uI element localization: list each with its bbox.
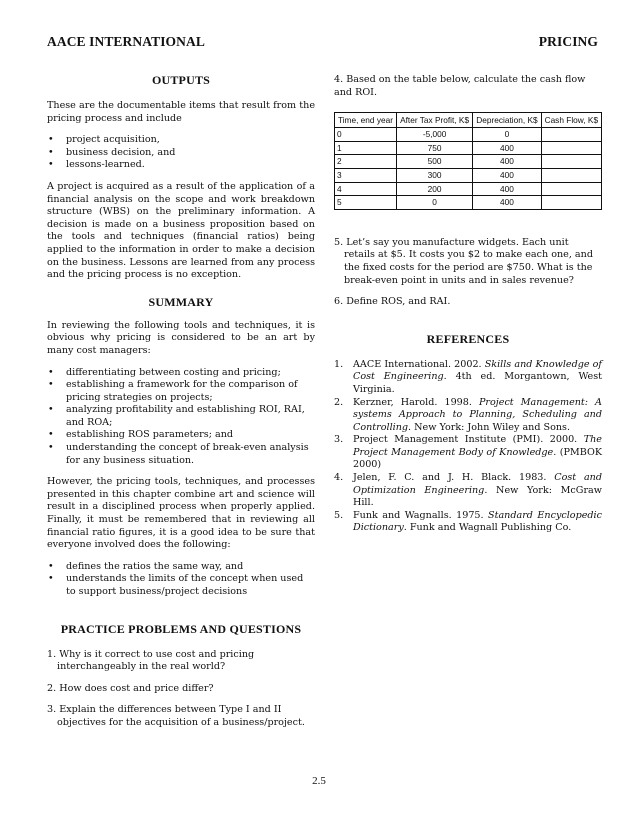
list-item: • understands the limits of the concept when used to support business/project decisions bbox=[47, 573, 315, 598]
table-cell: 1 bbox=[335, 141, 397, 155]
table-row bbox=[335, 168, 602, 182]
table-cell: 0 bbox=[335, 128, 397, 142]
table-row bbox=[335, 128, 602, 142]
question-5: 5. Let’s say you manufacture widgets. Each unit retails at $5. It costs you $2 to make each one, and the fixed costs for the period are $750. What is the break-even point in units and in sales revenue? bbox=[334, 236, 593, 286]
question-3: 3. Explain the differences between Type I and II objectives for the acquisition of a business/project. bbox=[47, 704, 305, 728]
summary-paragraph: However, the pricing tools, techniques, and processes presented in this chapter combine art and science will result in a disciplined process when properly applied. Finally, it must be remembered that in reviewing all financial ratio figures, it is a good idea to be sure that everyone involved does the following: bbox=[47, 476, 315, 551]
reference-publisher: (PMBOK 2000) bbox=[353, 446, 602, 471]
column-header: Time, end year bbox=[335, 113, 397, 128]
table-row bbox=[335, 196, 602, 210]
reference-number: 1. bbox=[334, 358, 344, 370]
table-cell bbox=[541, 168, 601, 182]
list-item: • lessons-learned. bbox=[47, 159, 315, 172]
table-cell: 5 bbox=[335, 196, 397, 210]
outputs-intro: These are the documentable items that result from the pricing process and include bbox=[47, 100, 315, 124]
question-4: 4. Based on the table below, calculate the cash flow and ROI. bbox=[334, 74, 586, 98]
table-cell: -5,000 bbox=[396, 128, 472, 142]
cash-flow-table bbox=[334, 112, 602, 210]
reference-item bbox=[334, 397, 602, 435]
outputs-heading: OUTPUTS bbox=[151, 73, 211, 87]
list-item: • establishing a framework for the comparison of pricing strategies on projects; bbox=[47, 379, 315, 404]
table-cell: 400 bbox=[473, 141, 541, 155]
list-item: • business decision, and bbox=[47, 147, 315, 160]
reference-author: AACE International. 2002. bbox=[353, 358, 485, 370]
table-row bbox=[335, 182, 602, 196]
running-header-left: AACE INTERNATIONAL bbox=[47, 34, 205, 49]
reference-publisher: . 4th ed. Morgantown, West Virginia. bbox=[353, 371, 602, 395]
references-list bbox=[334, 359, 602, 535]
list-item: • differentiating between costing and pricing; bbox=[47, 367, 315, 380]
reference-publisher: . Funk and Wagnall Publishing Co. bbox=[403, 522, 572, 534]
table-cell: 300 bbox=[396, 168, 472, 182]
reference-item bbox=[334, 434, 602, 472]
table-cell: 200 bbox=[396, 182, 472, 196]
list-item: • project acquisition, bbox=[47, 134, 315, 147]
reference-item bbox=[334, 359, 602, 397]
practice-heading: PRACTICE PROBLEMS AND QUESTIONS bbox=[60, 621, 302, 636]
table-cell: 2 bbox=[335, 155, 397, 169]
reference-publisher: New York: John Wiley and Sons. bbox=[411, 421, 571, 433]
list-item: • defines the ratios the same way, and bbox=[47, 561, 315, 574]
table-cell: 4 bbox=[335, 182, 397, 196]
reference-title: Skills and Knowledge of Cost Engineering bbox=[353, 358, 602, 383]
reference-number: 2. bbox=[334, 396, 344, 408]
table-header-row bbox=[335, 113, 602, 128]
table-cell: 500 bbox=[396, 155, 472, 169]
reference-title: Cost and Optimization Engineering bbox=[353, 472, 602, 496]
summary-list bbox=[47, 367, 315, 468]
running-header-right: PRICING bbox=[538, 34, 598, 49]
outputs-list bbox=[47, 134, 315, 172]
references-heading: REFERENCES bbox=[426, 331, 510, 346]
table-cell: 750 bbox=[396, 141, 472, 155]
list-item: • understanding the concept of break-even analysis for any business situation. bbox=[47, 442, 315, 467]
reference-title: The Project Management Body of Knowledge. bbox=[353, 434, 602, 458]
question-2: 2. How does cost and price differ? bbox=[47, 682, 214, 694]
reference-title: Standard Encyclopedic Dictionary bbox=[353, 509, 602, 534]
table-cell bbox=[541, 128, 601, 142]
reference-item bbox=[334, 510, 602, 535]
table-cell: 400 bbox=[473, 196, 541, 210]
reference-number: 5. bbox=[334, 509, 344, 521]
right-column bbox=[334, 74, 602, 535]
reference-number: 3. bbox=[334, 434, 344, 446]
summary-heading: SUMMARY bbox=[148, 294, 214, 309]
question-6: 6. Define ROS, and RAI. bbox=[334, 296, 451, 308]
reference-number: 4. bbox=[334, 472, 344, 484]
table-cell bbox=[541, 182, 601, 196]
outputs-paragraph: A project is acquired as a result of the application of a financial analysis on the scope and work breakdown structure (WBS) on the preliminary information. A decision is made on a business proposition based on the tools and techniques (financial ratios) being applied to the information in order to make a decision on the business. Lessons are learned from any process and the pricing process is no exception. bbox=[47, 180, 315, 281]
left-column bbox=[47, 74, 315, 730]
table-cell: 3 bbox=[335, 168, 397, 182]
reference-author: Project Management Institute (PMI). 2000. bbox=[353, 434, 584, 446]
table-cell: 400 bbox=[473, 182, 541, 196]
table-cell: 400 bbox=[473, 168, 541, 182]
summary-intro: In reviewing the following tools and techniques, it is obvious why pricing is considered to be an art by many cost managers: bbox=[47, 319, 315, 356]
question-1: 1. Why is it correct to use cost and pricing interchangeably in the real world? bbox=[47, 648, 255, 673]
table-row bbox=[335, 155, 602, 169]
reference-title: Project Management: A systems Approach to Planning, Scheduling and Controlling. bbox=[353, 396, 602, 433]
reference-author: Jelen, F. C. and J. H. Black. 1983. bbox=[353, 472, 555, 484]
column-header: Depreciation, K$ bbox=[473, 113, 541, 128]
table-cell bbox=[541, 155, 601, 169]
table-cell: 0 bbox=[473, 128, 541, 142]
column-header: After Tax Profit, K$ bbox=[396, 113, 472, 128]
table-cell: 0 bbox=[396, 196, 472, 210]
reference-publisher: . New York: McGraw Hill. bbox=[353, 484, 602, 509]
reference-author: Funk and Wagnalls. 1975. bbox=[353, 509, 489, 521]
table-cell: 400 bbox=[473, 155, 541, 169]
summary-list-2 bbox=[47, 561, 315, 599]
reference-author: Kerzner, Harold. 1998. bbox=[353, 396, 479, 408]
column-header: Cash Flow, K$ bbox=[541, 113, 601, 128]
reference-item bbox=[334, 472, 602, 510]
table-cell bbox=[541, 196, 601, 210]
table-row bbox=[335, 141, 602, 155]
list-item: • analyzing profitability and establishing ROI, RAI, and ROA; bbox=[47, 404, 315, 429]
page-number: 2.5 bbox=[312, 775, 326, 787]
table-cell bbox=[541, 141, 601, 155]
list-item: • establishing ROS parameters; and bbox=[47, 429, 315, 442]
